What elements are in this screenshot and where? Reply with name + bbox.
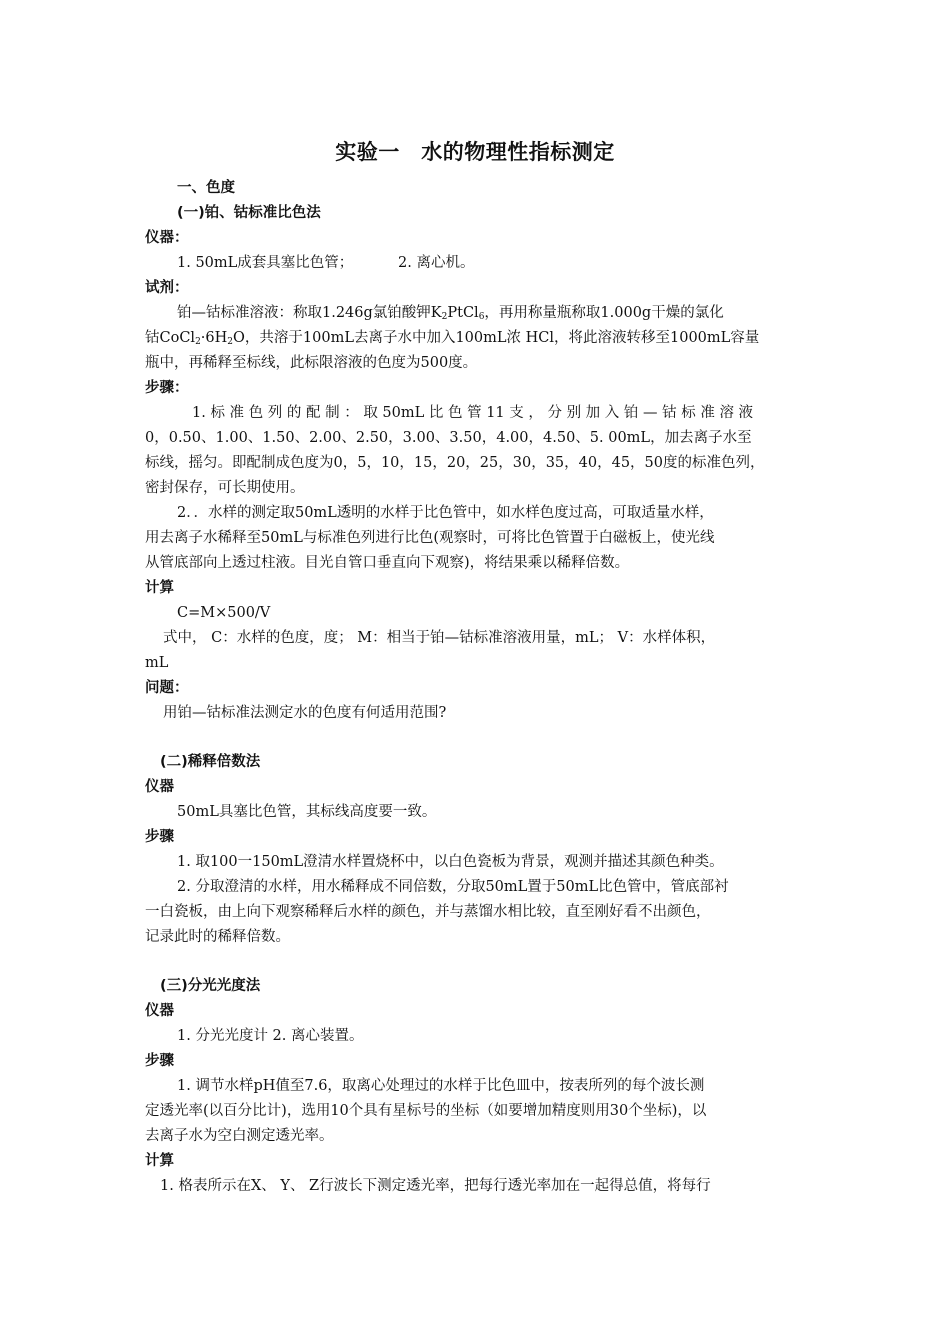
- reagent-line-3: 瓶中，再稀释至标线，此标限溶液的色度为500度。: [145, 355, 478, 371]
- subsection-spectrophotometry: (三)分光光度法: [160, 978, 261, 994]
- subsection-pt-co-method: (一)铂、钴标准比色法: [177, 205, 321, 221]
- page-title: 实验一 水的物理性指标测定: [335, 140, 615, 164]
- instrument-item-1: 1. 50mL成套具塞比色管；: [177, 255, 354, 271]
- dilution-step1: 1. 取100一150mL澄清水样置烧杯中，以白色瓷板为背景，观测并描述其颜色种类。: [177, 854, 724, 870]
- step2-line-2: 用去离子水稀释至50mL与标准色列进行比色(观察时，可将比色管置于白磁板上，使光线: [145, 530, 715, 546]
- dilution-step2-line-1: 2. 分取澄清的水样，用水稀释成不同倍数，分取50mL置于50mL比色管中，管底部衬: [177, 879, 729, 895]
- dilution-step2-line-2: 一白瓷板，由上向下观察稀释后水样的颜色，并与蒸馏水相比较，直至刚好看不出颜色，: [145, 904, 711, 920]
- label-steps: 步骤：: [145, 380, 189, 396]
- spectro-step1-line-3: 去离子水为空白测定透光率。: [145, 1128, 334, 1144]
- label-question: 问题：: [145, 680, 189, 696]
- label-calculation: 计算: [145, 580, 174, 596]
- step1-line-1: 1. 标 准 色 列 的 配 制 ： 取 50mL 比 色 管 11 支 ， 分 别 加 入 铂 — 钴 标 准 溶 液: [192, 405, 754, 421]
- instrument-text-2: 50mL具塞比色管，其标线高度要一致。: [177, 804, 437, 820]
- section-heading-color: 一、色度: [177, 180, 235, 196]
- label-reagents: 试剂：: [145, 280, 189, 296]
- spectro-step1-line-1: 1. 调节水样pH值至7.6，取离心处理过的水样于比色皿中，按表所列的每个波长测: [177, 1078, 705, 1094]
- label-steps-2: 步骤: [145, 829, 174, 845]
- instrument-item-2: 2. 离心机。: [398, 255, 475, 271]
- spectro-calc-line-1: 1. 格表所示在X、 Y、 Z行波长下测定透光率，把每行透光率加在一起得总值，将每行: [160, 1178, 711, 1194]
- instrument-text-3: 1. 分光光度计 2. 离心装置。: [177, 1028, 364, 1044]
- step1-line-4: 密封保存，可长期使用。: [145, 480, 305, 496]
- question-text: 用铂—钴标准法测定水的色度有何适用范围?: [163, 705, 447, 721]
- spectro-step1-line-2: 定透光率(以百分比计)，选用10个具有星标号的坐标（如要增加精度则用30个坐标)，以: [145, 1103, 707, 1119]
- label-instruments-2: 仪器: [145, 779, 174, 795]
- label-instruments-3: 仪器: [145, 1003, 174, 1019]
- step2-line-3: 从管底部向上透过柱液。目光自管口垂直向下观察)，将结果乘以稀释倍数。: [145, 555, 630, 571]
- step2-line-1: 2．．水样的测定取50mL透明的水样于比色管中，如水样色度过高，可取适量水样，: [177, 505, 714, 521]
- label-instruments: 仪器：: [145, 230, 189, 246]
- reagent-line-2: 钴$CoCl_2\cdot 6H_2O$，共溶于100mL去离子水中加入100mL浓 HCl，将此溶液转移至1000mL容量: [145, 330, 760, 347]
- step1-line-2: 0，0.50、1.00、1.50、2.00、2.50，3.00、3.50，4.00，4.50、5. 00mL，加去离子水至: [145, 430, 752, 446]
- formula: C=M×500/V: [177, 605, 271, 621]
- reagent-line-1: 铂—钴标准溶液：称取1.246g氯铂酸钾$K_2PtCl_6$，再用称量瓶称取1.000g干燥的氯化: [177, 305, 724, 322]
- dilution-step2-line-3: 记录此时的稀释倍数。: [145, 929, 290, 945]
- label-calculation-3: 计算: [145, 1153, 174, 1169]
- label-steps-3: 步骤: [145, 1053, 174, 1069]
- step1-line-3: 标线，摇匀。即配制成色度为0，5，10，15，20，25，30，35，40，45，50度的标准色列，: [145, 455, 765, 471]
- formula-legend-line-2: mL: [145, 655, 169, 671]
- formula-legend-line-1: 式中， C：水样的色度，度； M：相当于铂—钴标准溶液用量，mL； V：水样体积，: [163, 630, 716, 646]
- subsection-dilution-method: (二)稀释倍数法: [160, 754, 261, 770]
